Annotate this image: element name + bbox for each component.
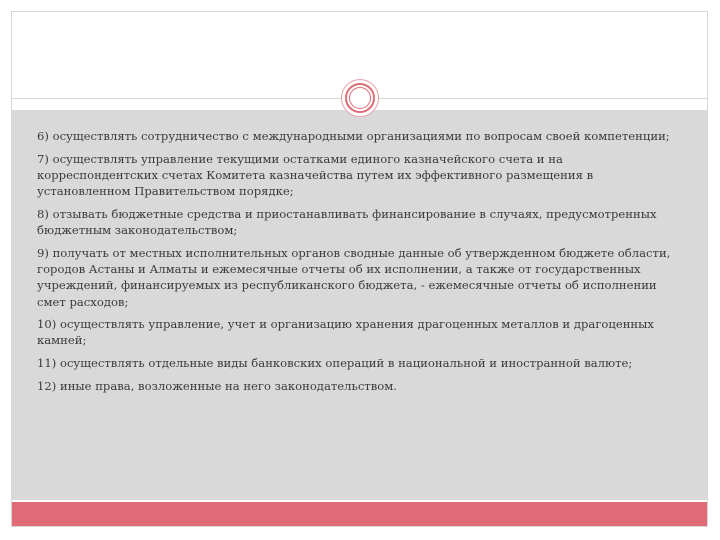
paragraph-8: 8) отзывать бюджетные средства и приостанавливать финансирование в случаях, предусмотренных бюджетным законодательством; [37,206,657,238]
circle-ornament-icon [341,79,379,117]
ornament-inner-ring [349,87,371,109]
slide-body-text [37,128,685,400]
paragraph-7: 7) осуществлять управление текущими остатками единого казначейского счета и на корреспондентских счетах Комитета казначейства путем их эффективного размещения в установленном Правительством порядке; [37,151,594,199]
paragraph-12: 12) иные права, возложенные на него законодательством. [37,378,397,393]
paragraph-10: 10) осуществлять управление, учет и организацию хранения драгоценных металлов и драгоценных камней; [37,317,654,348]
paragraph-6: 6) осуществлять сотрудничество с международными организациями по вопросам своей компетенции; [37,129,670,143]
paragraph-11: 11) осуществлять отдельные виды банковских операций в национальной и иностранной валюте; [37,356,633,371]
paragraph-9: 9) получать от местных исполнительных органов сводные данные об утвержденном бюджете области, городов Астаны и Алматы и ежемесячные отчеты об их исполнении, а также от государственных учреждений, финансируемых из республиканского бюджета, - ежемесячные отчеты об исполнении смет расходов; [37,245,671,309]
footer-accent-bar [12,502,707,526]
